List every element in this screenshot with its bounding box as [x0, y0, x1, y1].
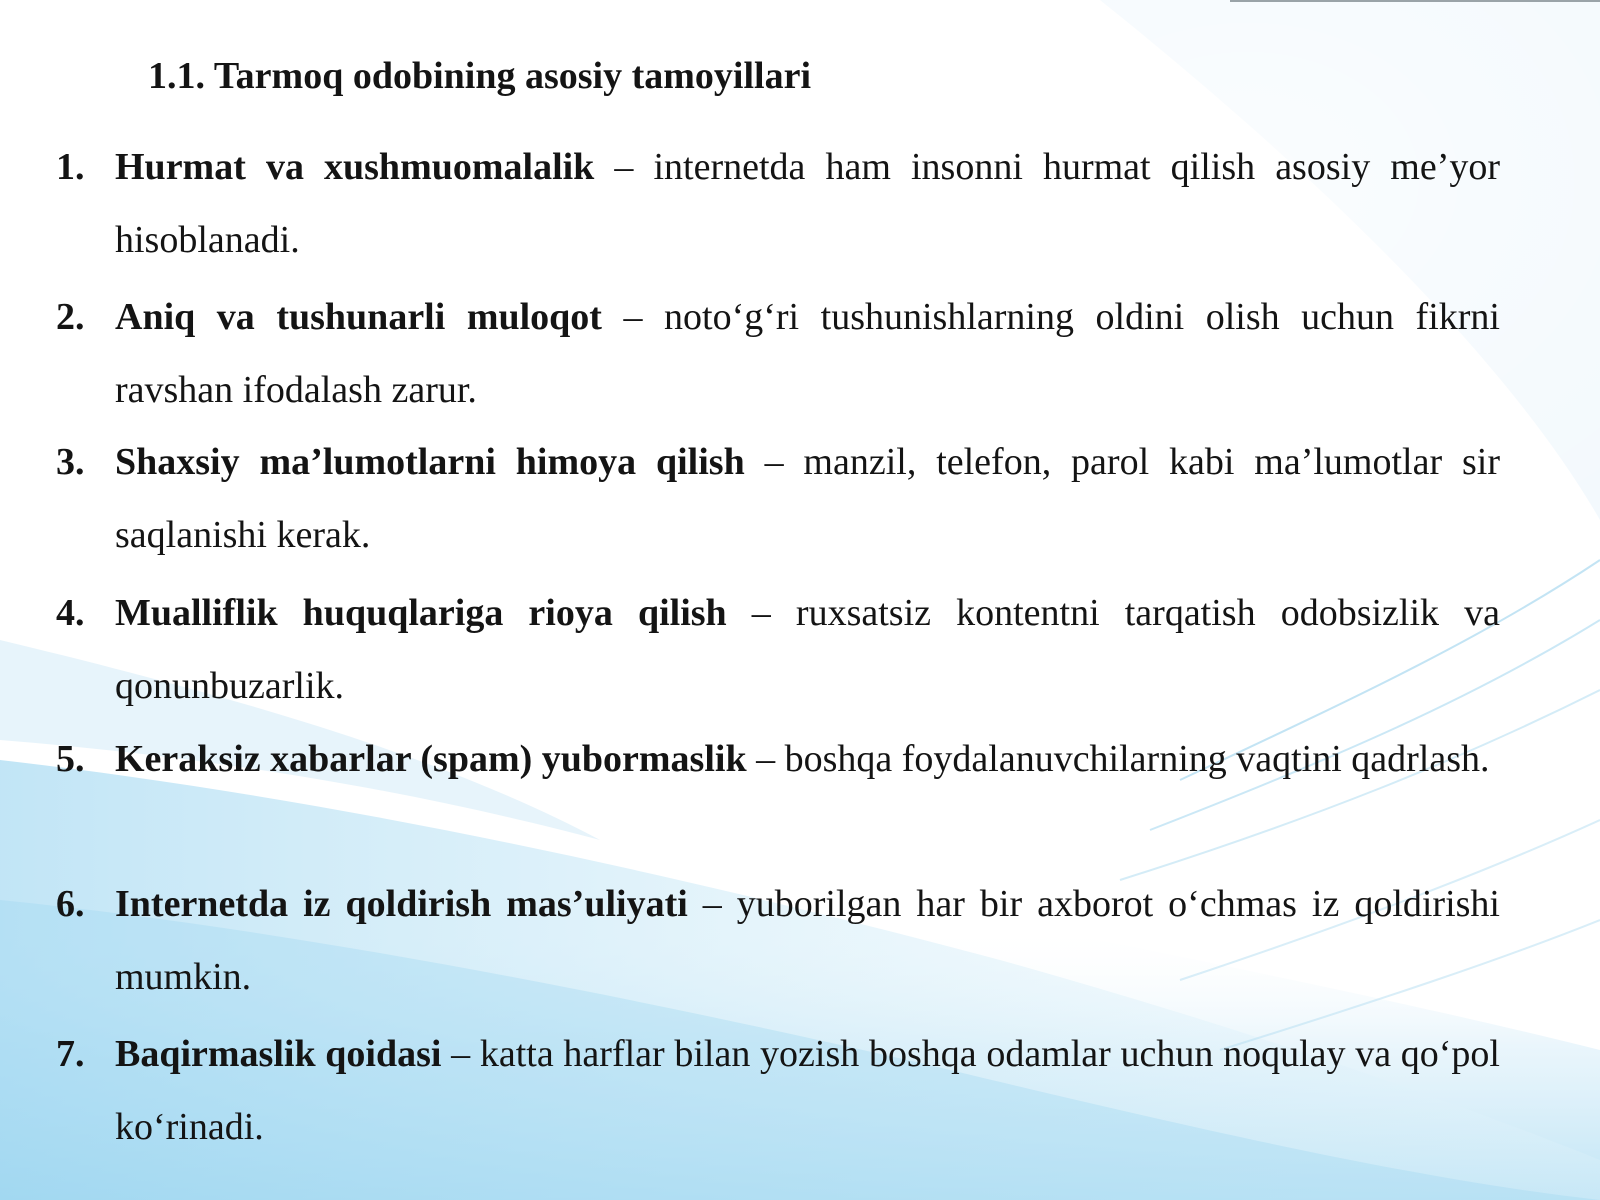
item-text: – yuborilgan har bir axborot o‘chmas iz qoldirishi mumkin.	[115, 883, 1500, 998]
item-term: Internetda iz qoldirish mas’uliyati	[115, 883, 688, 925]
item-term: Aniq va tushunarli muloqot	[115, 296, 602, 338]
item-number: 2.	[56, 296, 85, 338]
item-term: Keraksiz xabarlar (spam) yubormaslik	[115, 738, 747, 780]
item-body	[115, 131, 1500, 277]
item-text: – internetda ham insonni hurmat qilish asosiy me’yor hisoblanadi.	[115, 146, 1500, 261]
item-text: – boshqa foydalanuvchilarning vaqtini qadrlash.	[746, 738, 1490, 780]
item-number: 6.	[56, 883, 85, 925]
list-item	[56, 577, 1500, 723]
item-number: 4.	[56, 592, 85, 634]
section-heading: 1.1. Tarmoq odobining asosiy tamoyillari	[148, 55, 812, 97]
item-number: 3.	[56, 441, 85, 483]
item-term: Mualliflik huquqlariga rioya qilish	[115, 592, 727, 634]
list-item	[56, 281, 1500, 427]
list-item	[56, 723, 1500, 796]
item-term: Baqirmaslik qoidasi	[115, 1033, 442, 1075]
item-text: – manzil, telefon, parol kabi ma’lumotlar sir saqlanishi kerak.	[115, 441, 1500, 556]
item-term: Hurmat va xushmuomalalik	[115, 146, 595, 188]
item-term: Shaxsiy ma’lumotlarni himoya qilish	[115, 441, 745, 483]
list-item	[56, 426, 1500, 572]
item-number: 5.	[56, 738, 85, 780]
item-body	[115, 723, 1500, 796]
item-body	[115, 281, 1500, 427]
item-text: – katta harflar bilan yozish boshqa odamlar uchun noqulay va qo‘pol ko‘rinadi.	[115, 1033, 1500, 1148]
item-body	[115, 1018, 1500, 1164]
list-item	[56, 1018, 1500, 1164]
list-item	[56, 131, 1500, 277]
list-item	[56, 868, 1500, 1014]
item-body	[115, 577, 1500, 723]
item-number: 1.	[56, 146, 85, 188]
item-text: – noto‘g‘ri tushunishlarning oldini olish uchun fikrni ravshan ifodalash zarur.	[115, 296, 1500, 411]
item-text: – ruxsatsiz kontentni tarqatish odobsizlik va qonunbuzarlik.	[115, 592, 1500, 707]
item-body	[115, 426, 1500, 572]
item-number: 7.	[56, 1033, 85, 1075]
item-body	[115, 868, 1500, 1014]
